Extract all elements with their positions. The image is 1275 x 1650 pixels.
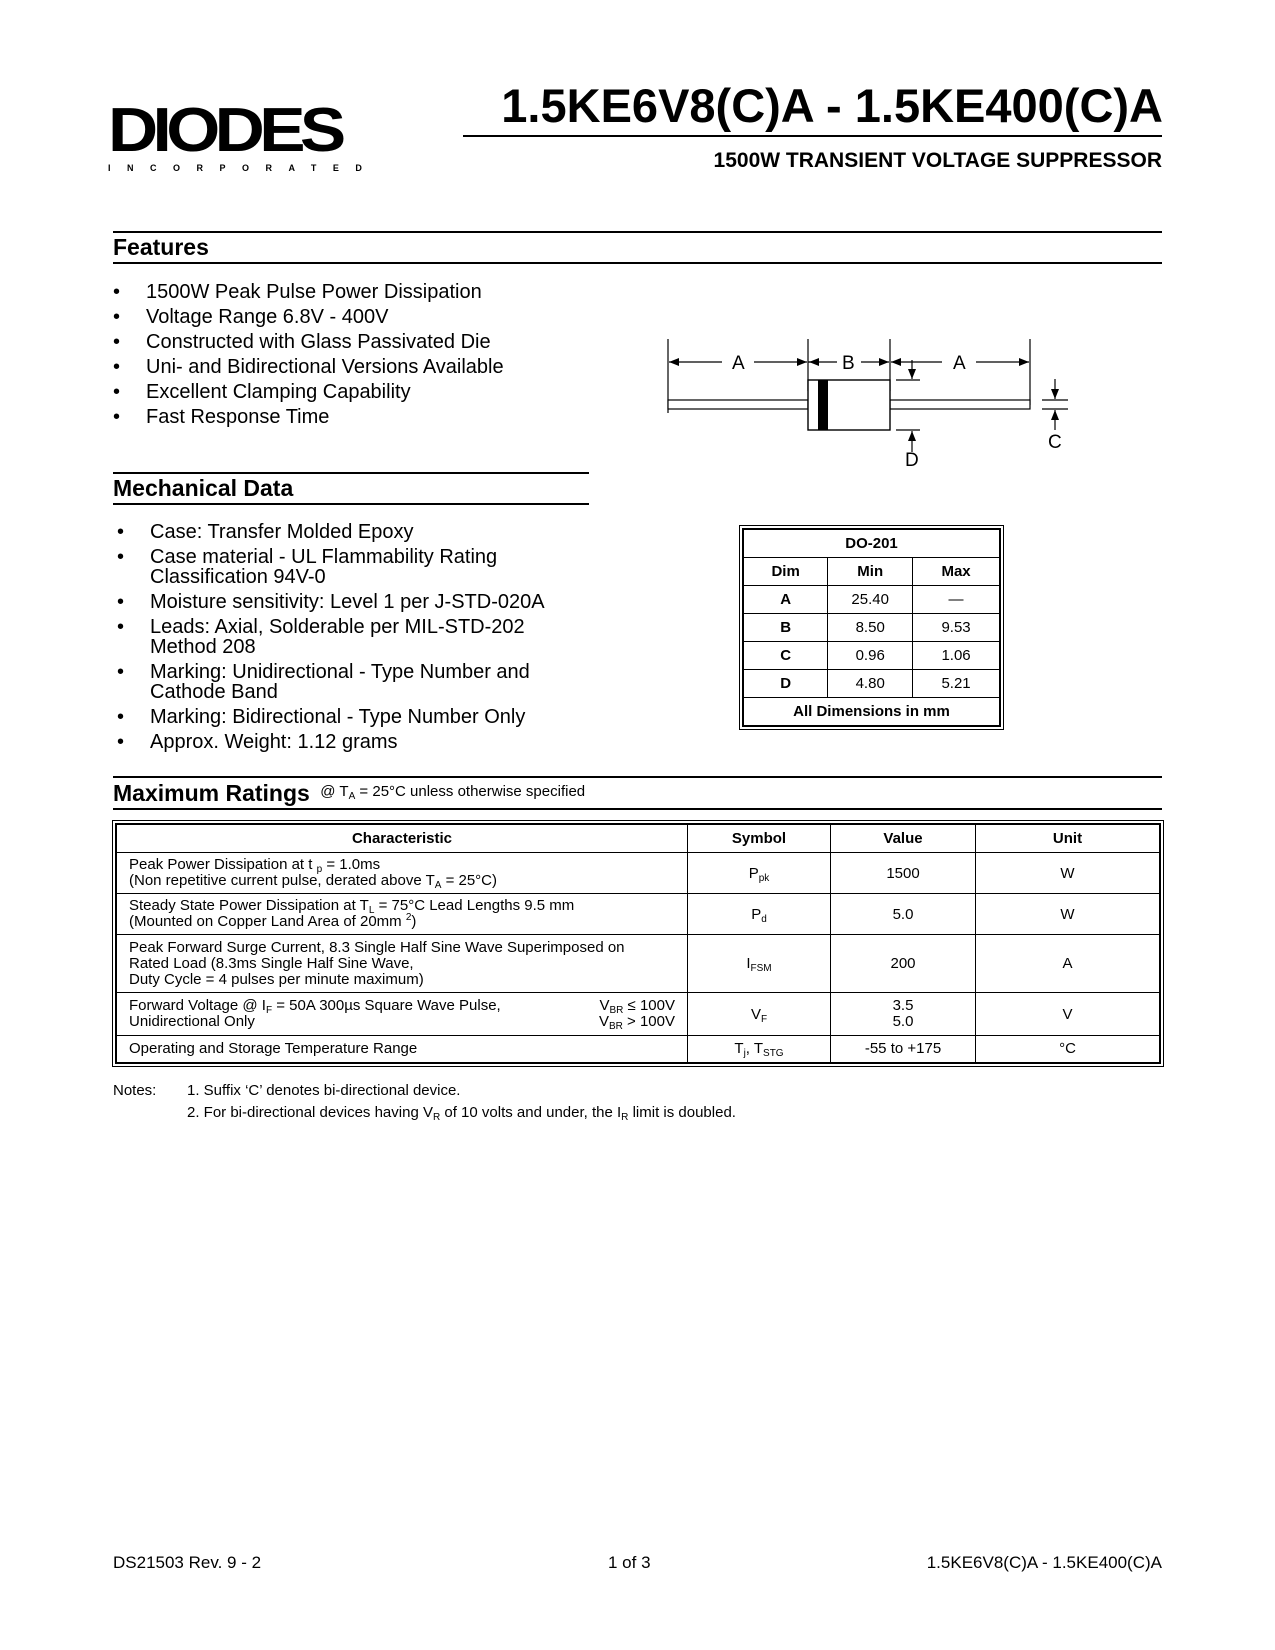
list-item: • Uni- and Bidirectional Versions Available <box>109 357 504 377</box>
unit-cell: W <box>976 894 1161 935</box>
text-sub: F <box>265 1005 273 1016</box>
table-header-row <box>116 824 1160 853</box>
dimension-label-b: B <box>842 353 855 374</box>
table-header: Unit <box>976 824 1161 853</box>
table-row <box>116 935 1160 993</box>
text-fragment: of 10 volts and under, the I <box>440 1104 622 1121</box>
table-header: Dim <box>743 558 828 586</box>
list-item: • Case material - UL Flammability Rating Classification 94V-0 <box>113 547 530 587</box>
text-fragment: Duty Cycle = 4 pulses per minute maximum) <box>129 970 424 988</box>
text-sub: R <box>621 1112 629 1123</box>
dimensions-table-title: DO-201 <box>743 529 1000 558</box>
text-fragment: ) <box>411 913 417 930</box>
table-cell: C <box>743 642 828 670</box>
table-row <box>743 670 1000 698</box>
unit-cell: A <box>976 935 1161 993</box>
table-header: Value <box>831 824 976 853</box>
list-item: • Approx. Weight: 1.12 grams <box>113 732 583 752</box>
unit-cell: °C <box>976 1036 1161 1063</box>
notes-label: Notes: <box>113 1082 157 1099</box>
text-fragment: = 25°C) <box>441 872 498 889</box>
text-fragment: Forward Voltage @ I <box>129 997 266 1014</box>
table-row <box>743 586 1000 614</box>
text-fragment: Rated Load (8.3ms Single Half Sine Wave, <box>129 954 414 972</box>
text-fragment: (Mounted on Copper Land Area of 20mm <box>129 913 406 930</box>
logo-text: DIODES <box>108 96 341 165</box>
text-fragment: Steady State Power Dissipation at T <box>129 897 369 914</box>
mechanical-top-rule <box>113 472 589 474</box>
dimension-label-c: C <box>1048 432 1062 453</box>
table-cell: A <box>743 586 828 614</box>
text-fragment: ≤ 100V <box>623 997 675 1014</box>
text-fragment: 2. For bi-directional devices having V <box>187 1104 433 1121</box>
symbol-sub: FSM <box>750 963 772 974</box>
mechanical-heading: Mechanical Data <box>113 475 294 501</box>
text-fragment: = 1.0ms <box>322 856 381 873</box>
table-header: Characteristic <box>116 824 688 853</box>
value-cell: -55 to +175 <box>831 1036 976 1063</box>
text-sup: 2 <box>405 912 412 923</box>
text-fragment: V <box>599 997 610 1014</box>
text-sub: A <box>434 880 442 891</box>
table-cell: B <box>743 614 828 642</box>
list-item: • 1500W Peak Pulse Power Dissipation <box>109 282 504 302</box>
symbol-cell <box>688 993 831 1036</box>
list-item: • Marking: Bidirectional - Type Number Only <box>113 707 583 727</box>
table-header: Min <box>828 558 913 586</box>
symbol-text: V <box>750 1005 761 1023</box>
features-heading: Features <box>113 234 209 260</box>
table-cell: 8.50 <box>828 614 913 642</box>
list-item: • Voltage Range 6.8V - 400V <box>109 307 504 327</box>
table-row <box>116 1036 1160 1063</box>
text-fragment: Unidirectional Only <box>129 1013 255 1030</box>
ratings-bottom-rule <box>113 808 1162 810</box>
ratings-condition <box>320 783 585 800</box>
footer-doc-id: DS21503 Rev. 9 - 2 <box>113 1553 262 1572</box>
text-sub: BR <box>608 1021 623 1032</box>
features-bottom-rule <box>113 262 1162 264</box>
symbol-cell <box>688 853 831 894</box>
ratings-heading: Maximum Ratings <box>113 780 310 806</box>
features-list <box>109 282 504 427</box>
table-header: Symbol <box>688 824 831 853</box>
dimensions-table-footer: All Dimensions in mm <box>743 698 1000 727</box>
text-sub: L <box>368 905 375 916</box>
text-fragment: > 100V <box>622 1013 675 1030</box>
ratings-cond-at: @ <box>320 783 336 800</box>
forward-voltage-line-1 <box>129 998 675 1014</box>
dimension-label-d: D <box>905 450 919 471</box>
unit-cell: V <box>976 993 1161 1036</box>
symbol-text: P <box>751 905 762 923</box>
mechanical-list <box>113 522 583 752</box>
symbol-text: , T <box>745 1040 764 1058</box>
symbol-text: P <box>748 864 759 882</box>
characteristic-cell: Operating and Storage Temperature Range <box>116 1036 688 1063</box>
table-row <box>116 853 1160 894</box>
maximum-ratings-table <box>115 823 1161 1064</box>
company-logo <box>108 96 388 180</box>
value-cell <box>831 993 976 1036</box>
ratings-cond-rest: = 25°C unless otherwise specified <box>355 783 586 800</box>
symbol-sub: STG <box>763 1048 784 1060</box>
list-item: • Excellent Clamping Capability <box>109 382 504 402</box>
table-row <box>743 642 1000 670</box>
symbol-sub: j <box>743 1048 746 1060</box>
table-row <box>116 993 1160 1036</box>
symbol-sub: d <box>761 913 767 925</box>
list-item: • Case: Transfer Molded Epoxy <box>113 522 583 542</box>
symbol-text: I <box>746 955 751 972</box>
text-fragment: = 75°C Lead Lengths 9.5 mm <box>374 897 575 914</box>
ratings-heading-row <box>113 780 585 807</box>
symbol-text: T <box>734 1040 744 1058</box>
footer-part-number: 1.5KE6V8(C)A - 1.5KE400(C)A <box>926 1553 1162 1572</box>
page-title: 1.5KE6V8(C)A - 1.5KE400(C)A <box>501 79 1163 132</box>
table-cell: 9.53 <box>913 614 1000 642</box>
table-cell: D <box>743 670 828 698</box>
value-cell: 1500 <box>831 853 976 894</box>
text-sub: p <box>316 864 323 875</box>
mechanical-bottom-rule <box>113 503 589 505</box>
text-sub: R <box>432 1112 441 1123</box>
forward-voltage-line-2 <box>129 1014 675 1030</box>
text-fragment: Peak Power Dissipation at t <box>129 856 317 873</box>
value-text: 3.5 <box>892 997 914 1014</box>
features-top-rule <box>113 231 1162 233</box>
value-text: 5.0 <box>892 1013 914 1030</box>
note-1: 1. Suffix ‘C’ denotes bi-directional device. <box>187 1082 461 1099</box>
table-row <box>116 894 1160 935</box>
text-sub: BR <box>609 1005 624 1016</box>
dimension-label-a-right: A <box>953 353 966 374</box>
characteristic-cell <box>116 935 688 993</box>
note-2 <box>187 1104 736 1121</box>
list-item: • Constructed with Glass Passivated Die <box>109 332 504 352</box>
table-row <box>743 614 1000 642</box>
text-fragment: = 50A 300µs Square Wave Pulse, <box>272 997 501 1014</box>
list-item: • Moisture sensitivity: Level 1 per J-STD-020A <box>113 592 583 612</box>
text-fragment: (Non repetitive current pulse, derated above T <box>129 872 435 889</box>
footer-page-number: 1 of 3 <box>608 1553 651 1572</box>
symbol-cell <box>688 894 831 935</box>
characteristic-cell <box>116 894 688 935</box>
text-fragment: V <box>598 1013 609 1030</box>
table-header: Max <box>913 558 1000 586</box>
symbol-cell <box>688 1036 831 1063</box>
text-fragment: Peak Forward Surge Current, 8.3 Single Half Sine Wave Superimposed on <box>129 938 625 956</box>
list-item: • Leads: Axial, Solderable per MIL-STD-202 Method 208 <box>113 617 570 657</box>
symbol-cell <box>688 935 831 993</box>
unit-cell: W <box>976 853 1161 894</box>
dimension-label-a-left: A <box>732 353 745 374</box>
logo-subtext: INCORPORATED <box>108 163 379 173</box>
title-rule <box>463 135 1162 137</box>
value-cell: 5.0 <box>831 894 976 935</box>
value-cell: 200 <box>831 935 976 993</box>
ratings-cond-t: T <box>339 783 349 800</box>
table-cell: 5.21 <box>913 670 1000 698</box>
ratings-cond-sub: A <box>348 791 356 802</box>
symbol-sub: pk <box>758 872 770 884</box>
list-item: • Fast Response Time <box>109 407 504 427</box>
characteristic-cell <box>116 853 688 894</box>
package-outline-diagram <box>660 335 1085 495</box>
page-subtitle: 1500W TRANSIENT VOLTAGE SUPPRESSOR <box>713 149 1162 172</box>
dimensions-table <box>742 528 1001 727</box>
table-cell: 4.80 <box>828 670 913 698</box>
ratings-top-rule <box>113 776 1162 778</box>
table-cell: 25.40 <box>828 586 913 614</box>
text-fragment: limit is doubled. <box>628 1104 736 1121</box>
symbol-sub: F <box>760 1013 768 1025</box>
list-item: • Marking: Unidirectional - Type Number and Cathode Band <box>113 662 530 702</box>
table-cell: 1.06 <box>913 642 1000 670</box>
table-cell: — <box>913 586 1000 614</box>
table-cell: 0.96 <box>828 642 913 670</box>
characteristic-cell <box>116 993 688 1036</box>
